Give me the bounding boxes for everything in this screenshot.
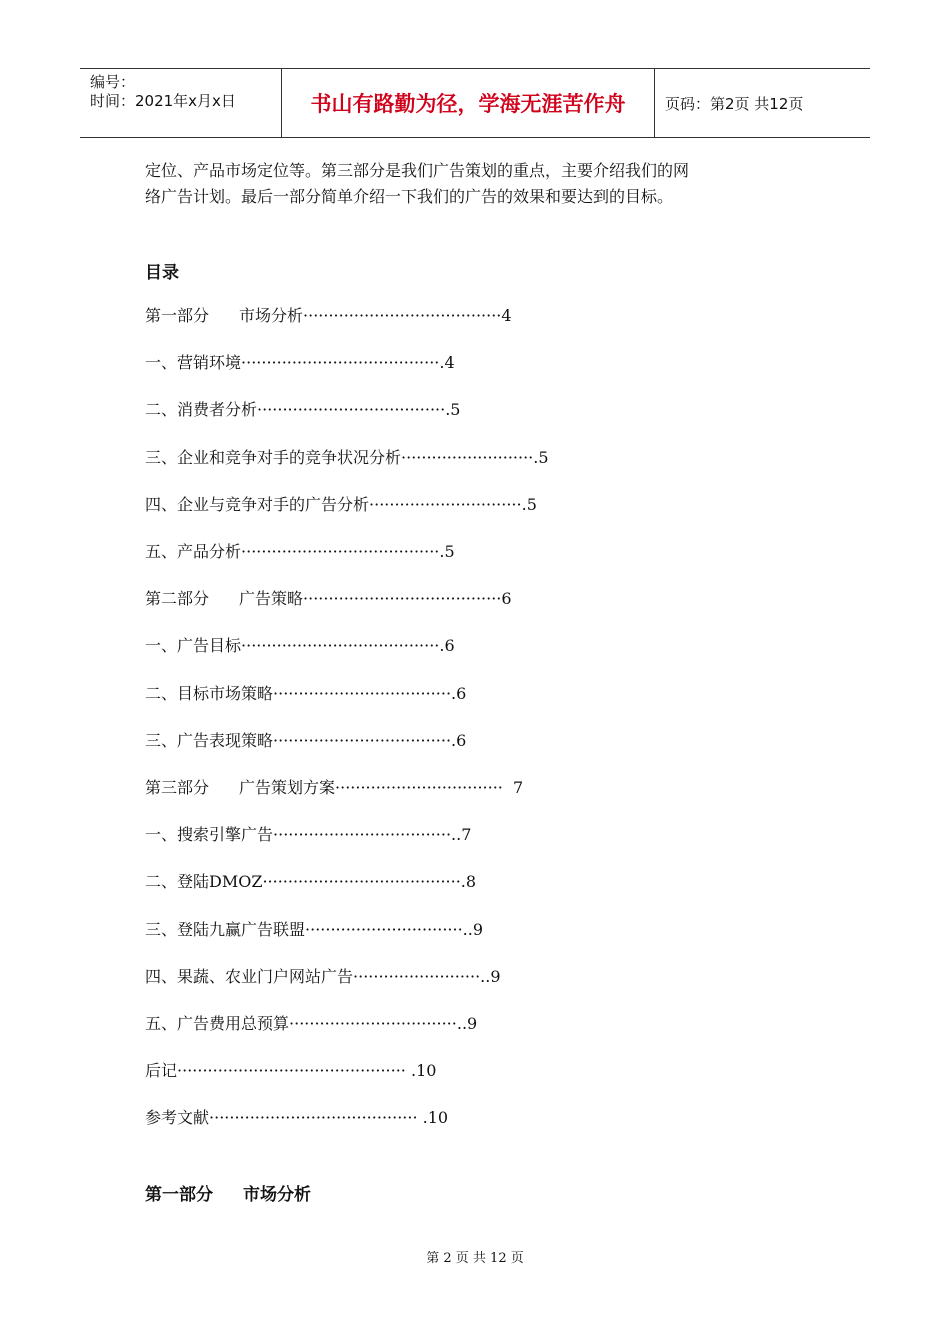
toc-page-number: 9	[472, 919, 484, 939]
toc-leader: ·······································	[303, 306, 502, 325]
toc-page-number: 9	[490, 966, 501, 986]
toc-entry-label: 三、登陆九赢广告联盟	[145, 919, 306, 939]
toc-title: 目录	[145, 263, 179, 283]
toc-leader: ·········································	[209, 1108, 418, 1128]
toc-entry-label: 后记	[145, 1061, 178, 1081]
toc-entry-label: 第二部分	[145, 589, 210, 609]
toc-entry-label: 一、搜索引擎广告	[145, 825, 274, 845]
toc-leader: ·······························..	[305, 919, 473, 939]
toc-entry-subtitle: 广告策划方案	[239, 778, 336, 797]
toc-page-number: 7	[461, 825, 472, 845]
toc-leader: ···································..	[273, 825, 462, 845]
toc-page-number: 4	[501, 306, 512, 325]
toc-page-number: 5	[526, 494, 537, 514]
toc-entry	[145, 825, 471, 845]
toc-page-number: 5	[538, 447, 549, 467]
header-meta	[80, 69, 282, 137]
intro-paragraph	[145, 158, 805, 210]
toc-leader: ·······································	[303, 589, 502, 609]
toc-leader: ·······································.	[241, 353, 445, 373]
toc-entry	[145, 684, 466, 704]
toc-entry-label: 三、广告表现策略	[145, 730, 274, 750]
toc-entry-label: 第三部分	[145, 778, 210, 797]
section-heading	[145, 1180, 311, 1205]
header-motto	[282, 69, 655, 137]
motto-text: 书山有路勤为径，学海无涯苦作舟	[310, 92, 626, 116]
toc-entry	[145, 872, 476, 892]
toc-entry	[145, 448, 549, 468]
toc-leader: ·································	[335, 778, 503, 797]
toc-page-number: .10	[405, 1061, 437, 1081]
toc-entry-label: 一、营销环境	[145, 353, 242, 373]
toc-page-number: 5	[450, 400, 461, 420]
toc-page-number: .10	[417, 1108, 449, 1128]
toc-entry	[145, 495, 537, 515]
section-label: 第一部分	[145, 1185, 213, 1205]
toc-leader: ···································.	[273, 683, 457, 703]
intro-line: 络广告计划。最后一部分简单介绍一下我们的广告的效果和要达到的目标。	[145, 187, 674, 206]
section-title-text: 市场分析	[243, 1185, 311, 1205]
toc-page-number: 6	[456, 683, 467, 703]
toc-entry	[145, 731, 466, 751]
toc-leader: ···································.	[273, 730, 457, 750]
header-page-info	[655, 69, 870, 137]
toc-entry	[145, 400, 460, 420]
toc-entry	[145, 778, 523, 798]
toc-entry-label: 参考文献	[145, 1108, 210, 1128]
toc-entry-label: 四、果蔬、农业门户网站广告	[145, 966, 354, 986]
toc-leader: ······························.	[369, 494, 527, 514]
toc-entry	[145, 589, 512, 609]
toc-leader: ·····································.	[257, 400, 451, 420]
page-footer	[0, 1247, 950, 1266]
footer-text: 第 2 页 共 12 页	[426, 1251, 524, 1266]
toc-leader: ··························.	[401, 447, 539, 467]
toc-entry-label: 五、产品分析	[145, 542, 242, 561]
toc-leader: ·························..	[353, 966, 491, 986]
toc-leader: ·······································.	[262, 872, 466, 892]
toc-entry-label: 三、企业和竞争对手的竞争状况分析	[145, 447, 402, 467]
toc-entry-label: 二、消费者分析	[145, 400, 258, 420]
page-header	[80, 68, 870, 138]
toc-leader: ·································..	[289, 1014, 468, 1033]
toc-page-number: 8	[465, 872, 477, 892]
intro-line: 定位、产品市场定位等。第三部分是我们广告策划的重点，主要介绍我们的网	[145, 161, 690, 180]
page-info-text: 页码：第2页 共12页	[665, 94, 804, 113]
toc-page-number: 6	[501, 589, 512, 609]
toc-entry	[145, 636, 455, 656]
toc-entry	[145, 1061, 436, 1081]
toc-entry	[145, 920, 483, 940]
toc-page-number: 6	[456, 730, 467, 750]
toc-page-number: 9	[467, 1014, 478, 1033]
time-label: 时间：2021年x月x日	[90, 92, 236, 110]
toc-page-number: 4	[444, 353, 455, 373]
toc-entry-label: 第一部分	[145, 306, 210, 325]
toc-entry	[145, 967, 501, 987]
toc-page-number: 6	[444, 636, 455, 656]
toc-entry-label: 二、目标市场策略	[145, 683, 274, 703]
toc-entry-label: 五、广告费用总预算	[145, 1014, 290, 1033]
toc-entry-label: 二、登陆DMOZ	[145, 872, 263, 892]
toc-leader: ·············································	[177, 1061, 406, 1081]
toc-entry	[145, 1108, 448, 1128]
toc-entry-subtitle: 广告策略	[239, 589, 304, 609]
number-label: 编号：	[90, 73, 136, 91]
toc-leader: ·······································.	[241, 542, 445, 561]
toc-entry	[145, 306, 512, 326]
toc-entry-label: 四、企业与竞争对手的广告分析	[145, 494, 370, 514]
toc-page-number: 5	[444, 542, 455, 561]
toc-entry	[145, 1014, 477, 1034]
toc-entry	[145, 353, 455, 373]
toc-leader: ·······································.	[241, 636, 445, 656]
toc-entry-subtitle: 市场分析	[239, 306, 304, 325]
toc-entry-label: 一、广告目标	[145, 636, 242, 656]
toc-page-number: 7	[502, 778, 524, 797]
toc-entry	[145, 542, 455, 562]
